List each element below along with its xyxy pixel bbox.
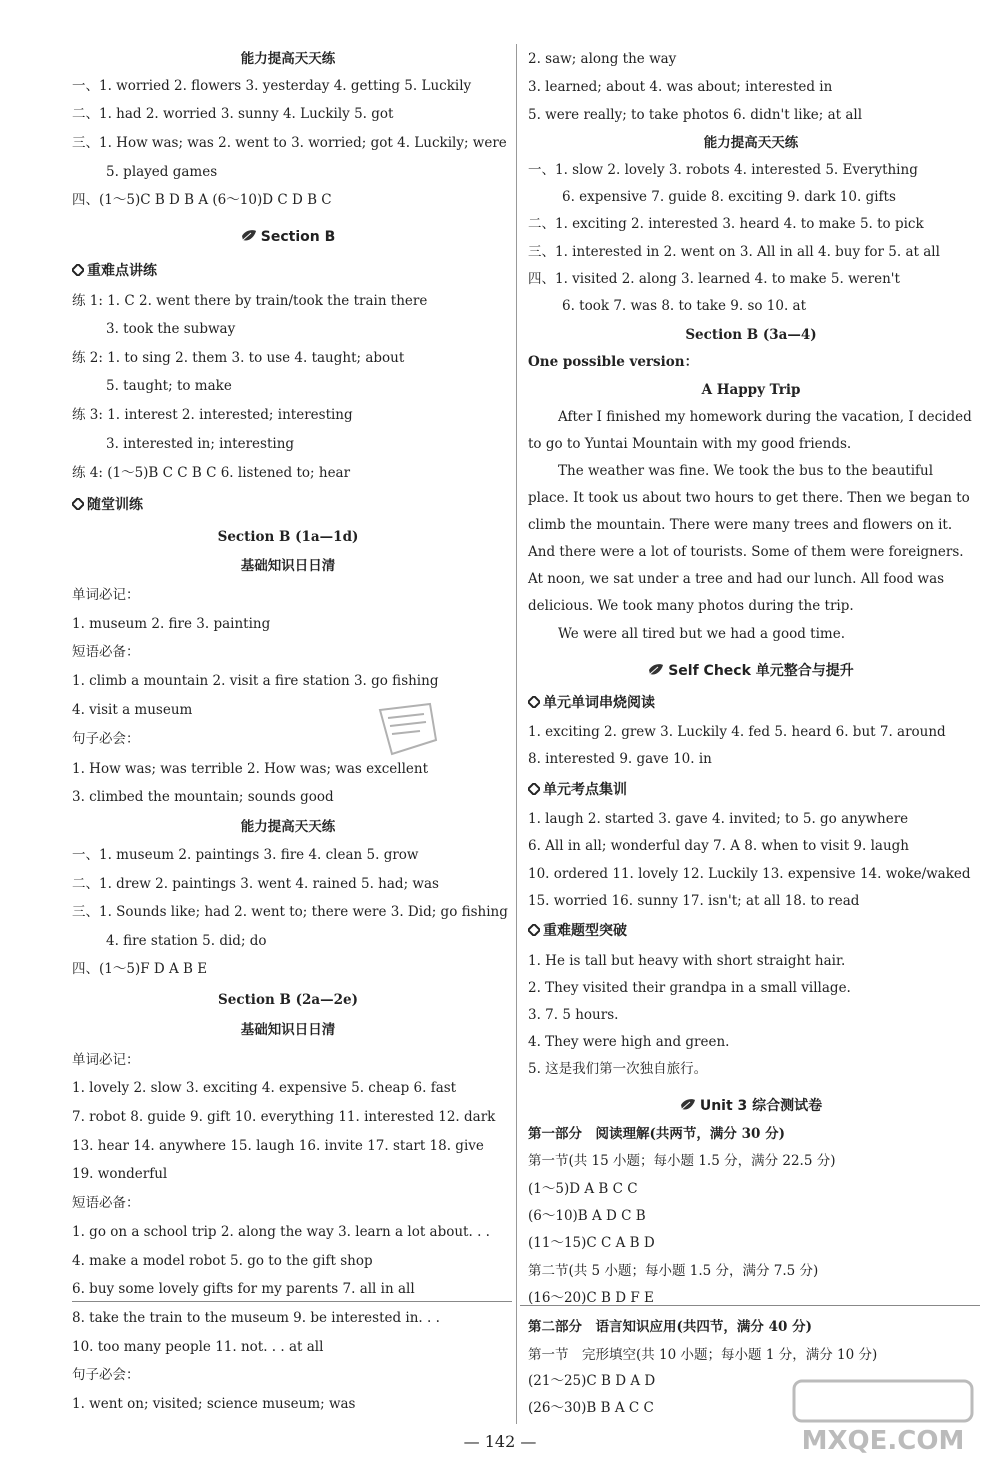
- answer-line: 四、1. visited 2. along 3. learned 4. to make 5. weren't: [528, 271, 900, 287]
- answer-line: 二、1. had 2. worried 3. sunny 4. Luckily 5. got: [72, 106, 394, 122]
- subheading-word-reading: [528, 694, 655, 712]
- answer-line: 6. All in all; wonderful day 7. A 8. when to visit 9. laugh: [528, 838, 909, 854]
- answer-line: 3. 7. 5 hours.: [528, 1007, 619, 1023]
- label-line: 单词必记：: [72, 1052, 140, 1068]
- answer-line: 8. interested 9. gave 10. in: [528, 751, 712, 767]
- answer-line: 2. saw; along the way: [528, 51, 677, 67]
- answer-line: 19. wonderful: [72, 1166, 168, 1182]
- answer-line: 二、1. exciting 2. interested 3. heard 4. to make 5. to pick: [528, 216, 924, 232]
- section-heading: 能力提高天天练: [703, 135, 799, 151]
- subheading-label: 单元考点集训: [543, 782, 627, 798]
- possible-version-label: One possible version：: [528, 354, 699, 370]
- leaf-icon: [241, 229, 257, 243]
- diamond-icon: [528, 783, 540, 795]
- diamond-icon: [528, 696, 540, 708]
- answer-line: 练 1: 1. C 2. went there by train/took the train there: [72, 293, 428, 309]
- answer-line: 6. buy some lovely gifts for my parents 7. all in all: [72, 1281, 415, 1297]
- answer-line: 5. 这是我们第一次独自旅行。: [528, 1061, 708, 1077]
- watermark-logo: [788, 1377, 978, 1457]
- answer-line: 四、(1～5)F D A B E: [72, 961, 208, 977]
- page-number: — 142 —: [463, 1432, 537, 1451]
- subheading-label: 重难题型突破: [543, 923, 627, 939]
- answer-line: 5. were really; to take photos 6. didn't like; at all: [528, 107, 863, 123]
- answer-line: 13. hear 14. anywhere 15. laugh 16. invite 17. start 18. give: [72, 1138, 484, 1154]
- answer-line: 5. taught; to make: [106, 378, 232, 394]
- diamond-icon: [72, 498, 84, 510]
- subheading-key-points: [72, 262, 157, 280]
- answer-line: 练 3: 1. interest 2. interested; interesting: [72, 407, 353, 423]
- subheading-label: 单元单词串烧阅读: [543, 695, 655, 711]
- answer-line: (21～25)C B D A D: [528, 1373, 656, 1389]
- answer-line: 15. worried 16. sunny 17. isn't; at all 18. to read: [528, 893, 860, 909]
- answer-line: 6. expensive 7. guide 8. exciting 9. dark 10. gifts: [562, 189, 896, 205]
- answer-line: 3. interested in; interesting: [106, 436, 295, 452]
- watermark-text: MXQE.COM: [801, 1426, 965, 1456]
- section-heading: 能力提高天天练: [240, 819, 336, 835]
- unit-test-label: Unit 3 综合测试卷: [699, 1098, 823, 1114]
- answer-line: 四、(1～5)C B D B A (6～10)D C D B C: [72, 192, 332, 208]
- subheading-breakthrough: [528, 922, 627, 940]
- answer-line: 3. learned; about 4. was about; interested in: [528, 79, 833, 95]
- answer-line: 10. too many people 11. not. . . at all: [72, 1339, 324, 1355]
- answer-line: 4. visit a museum: [72, 702, 193, 718]
- answer-line: 1. exciting 2. grew 3. Luckily 4. fed 5. heard 6. but 7. around: [528, 724, 946, 740]
- leaf-icon: [680, 1098, 696, 1112]
- part-heading: 第二部分 语言知识应用(共四节，满分 40 分): [528, 1319, 812, 1335]
- answer-line: 2. They visited their grandpa in a small village.: [528, 980, 851, 996]
- self-check-label: Self Check 单元整合与提升: [668, 663, 854, 679]
- label-line: 单词必记：: [72, 587, 140, 603]
- answer-line: 3. took the subway: [106, 321, 236, 337]
- answer-line: 1. How was; was terrible 2. How was; was excellent: [72, 761, 429, 777]
- answer-line: 1. lovely 2. slow 3. exciting 4. expensive 5. cheap 6. fast: [72, 1080, 457, 1096]
- answer-line: 三、1. interested in 2. went on 3. All in all 4. buy for 5. at all: [528, 244, 940, 260]
- section-note: 第一节(共 15 小题；每小题 1.5 分，满分 22.5 分): [528, 1153, 836, 1169]
- answer-line: 1. go on a school trip 2. along the way 3. learn a lot about. . .: [72, 1224, 490, 1240]
- subheading-label: 重难点讲练: [87, 263, 157, 279]
- answer-line: 1. went on; visited; science museum; was: [72, 1396, 356, 1412]
- answer-line: (16～20)C B D F E: [528, 1290, 654, 1306]
- answer-line: 4. fire station 5. did; do: [106, 933, 267, 949]
- leaf-icon: [648, 663, 664, 677]
- subheading-label: 随堂训练: [87, 497, 143, 513]
- answer-line: 1. museum 2. fire 3. painting: [72, 616, 271, 632]
- answer-line: 8. take the train to the museum 9. be interested in. . .: [72, 1310, 440, 1326]
- self-check-title: [528, 662, 974, 680]
- answer-line: 1. climb a mountain 2. visit a fire station 3. go fishing: [72, 673, 439, 689]
- answer-line: 二、1. drew 2. paintings 3. went 4. rained 5. had; was: [72, 876, 439, 892]
- unit-test-title: [528, 1097, 974, 1115]
- section-heading: 基础知识日日清: [240, 558, 336, 574]
- section-heading: 能力提高天天练: [240, 51, 336, 67]
- diamond-icon: [72, 264, 84, 276]
- section-heading: Section B (2a—2e): [218, 992, 358, 1008]
- answer-line: 3. climbed the mountain; sounds good: [72, 789, 334, 805]
- answer-line: 三、1. How was; was 2. went to 3. worried; got 4. Luckily; were: [72, 135, 507, 151]
- essay-title: A Happy Trip: [701, 382, 801, 398]
- answer-line: 1. He is tall but heavy with short straight hair.: [528, 953, 846, 969]
- answer-line: 4. They were high and green.: [528, 1034, 730, 1050]
- answer-line: (6～10)B A D C B: [528, 1208, 646, 1224]
- column-divider: [516, 44, 517, 1424]
- answer-line: 三、1. Sounds like; had 2. went to; there were 3. Did; go fishing: [72, 904, 508, 920]
- essay-paragraph: After I finished my homework during the vacation, I decided to go to Yuntai Mountain with my good friends.: [528, 409, 972, 452]
- section-heading: Section B (3a—4): [685, 327, 817, 343]
- section-note: 第一节 完形填空(共 10 小题；每小题 1 分，满分 10 分): [528, 1347, 878, 1363]
- left-bottom-rule: [72, 1301, 512, 1302]
- label-line: 短语必备：: [72, 1195, 140, 1211]
- subheading-test-points: [528, 781, 627, 799]
- answer-line: 一、1. worried 2. flowers 3. yesterday 4. getting 5. Luckily: [72, 78, 472, 94]
- answer-line: (11～15)C C A B D: [528, 1235, 655, 1251]
- label-line: 句子必会：: [72, 1367, 140, 1383]
- answer-line: 5. played games: [106, 164, 218, 180]
- section-heading: 基础知识日日清: [240, 1022, 336, 1038]
- answer-line: 练 4: (1～5)B C C B C 6. listened to; hear: [72, 465, 351, 481]
- answer-line: 1. laugh 2. started 3. gave 4. invited; to 5. go anywhere: [528, 811, 909, 827]
- answer-line: (1～5)D A B C C: [528, 1181, 638, 1197]
- section-b-title: [72, 228, 504, 246]
- answer-line: (26～30)B B A C C: [528, 1400, 654, 1416]
- answer-line: 7. robot 8. guide 9. gift 10. everything 11. interested 12. dark: [72, 1109, 496, 1125]
- diamond-icon: [528, 924, 540, 936]
- essay-paragraph: The weather was fine. We took the bus to the beautiful place. It took us about two hours to get there. Then we began to climb the mountain. There were many trees and flowers on it. And there were a lot of tourists. Some of them were foreigners. At noon, we sat under a tree and had our lunch. All food was delicious. We took many photos during the trip.: [528, 463, 970, 614]
- answer-line: 练 2: 1. to sing 2. them 3. to use 4. taught; about: [72, 350, 405, 366]
- answer-line: 10. ordered 11. lovely 12. Luckily 13. expensive 14. woke/waked: [528, 866, 971, 882]
- section-b-label: Section B: [260, 229, 336, 245]
- section-note: 第二节(共 5 小题；每小题 1.5 分，满分 7.5 分): [528, 1263, 819, 1279]
- label-line: 短语必备：: [72, 644, 140, 660]
- answer-line: 6. took 7. was 8. to take 9. so 10. at: [562, 298, 807, 314]
- answer-line: 一、1. museum 2. paintings 3. fire 4. clean 5. grow: [72, 847, 419, 863]
- essay-paragraph: We were all tired but we had a good time.: [558, 626, 845, 642]
- subheading-class-practice: [72, 496, 143, 514]
- section-heading: Section B (1a—1d): [217, 529, 359, 545]
- stamp-mark: [370, 700, 440, 758]
- part-heading: 第一部分 阅读理解(共两节，满分 30 分): [528, 1126, 785, 1142]
- answer-line: 一、1. slow 2. lovely 3. robots 4. interested 5. Everything: [528, 162, 918, 178]
- label-line: 句子必会：: [72, 731, 140, 747]
- answer-line: 4. make a model robot 5. go to the gift shop: [72, 1253, 373, 1269]
